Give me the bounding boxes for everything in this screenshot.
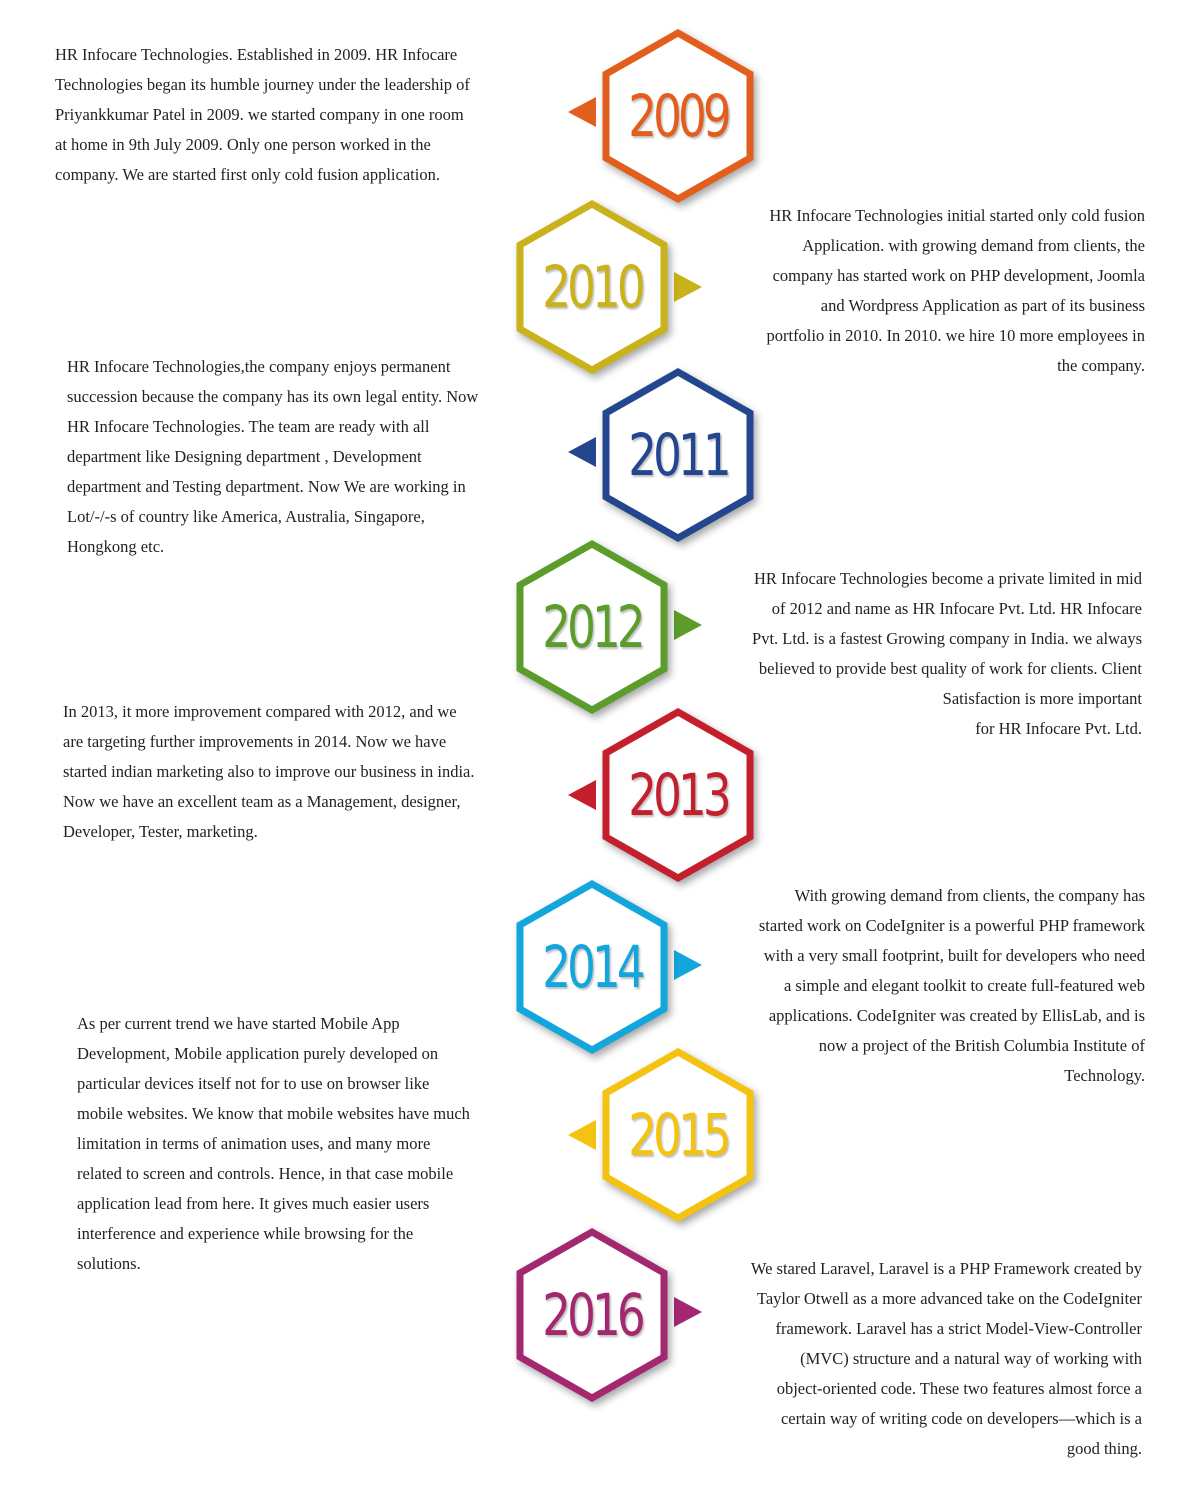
year-label-2012: 2012 [542, 593, 642, 661]
hex-badge-2015 [598, 1047, 758, 1223]
hex-badge-2016 [512, 1227, 672, 1403]
pointer-right-2014 [674, 950, 702, 980]
hex-badge-2010 [512, 199, 672, 375]
timeline-text-2009: HR Infocare Technologies. Established in 2009. HR Infocare Technologies began its humble journey under the leadership of Priyankkumar Patel in 2009. we started company in one room at home in 9th July 2009. Only one person worked in the company. We are started first only cold fusion application. [55, 45, 470, 184]
timeline-text-2013: In 2013, it more improvement compared with 2012, and we are targeting further improvements in 2014. Now we have started indian marketing also to improve our business in india. Now we have an excellent team as a Management, designer, Developer, Tester, marketing. [63, 702, 475, 841]
year-label-2014: 2014 [542, 933, 642, 1001]
pointer-left-2015 [568, 1120, 596, 1150]
pointer-left-2011 [568, 437, 596, 467]
timeline-text-2011: HR Infocare Technologies,the company enjoys permanent succession because the company has its own legal entity. Now HR Infocare Technologies. The team are ready with all department like Designing department , Development department and Testing department. Now We are working in Lot/-/-s of country like America, Australia, Singapore, Hongkong etc. [67, 357, 479, 556]
year-label-2015: 2015 [628, 1101, 728, 1169]
year-label-2013: 2013 [628, 761, 728, 829]
pointer-right-2010 [674, 272, 702, 302]
timeline-text-2010: HR Infocare Technologies initial started only cold fusion Application. with growing demand from clients, the company has started work on PHP development, Joomla and Wordpress Application as part of its business portfolio in 2010. In 2010. we hire 10 more employees in the company. [766, 206, 1145, 375]
pointer-right-2012 [674, 610, 702, 640]
hex-badge-2013 [598, 707, 758, 883]
year-label-2009: 2009 [628, 82, 728, 150]
pointer-left-2013 [568, 780, 596, 810]
timeline-text-2015: As per current trend we have started Mobile App Development, Mobile application purely developed on particular devices itself not for to use on browser like mobile websites. We know that mobile websites have much limitation in terms of animation uses, and many more related to screen and controls. Hence, in that case mobile application lead from here. It gives much easier users interference and experience while browsing for the solutions. [77, 1014, 470, 1273]
timeline-text-2012: HR Infocare Technologies become a private limited in mid of 2012 and name as HR Infocare Pvt. Ltd. HR Infocare Pvt. Ltd. is a fastest Growing company in India. we always believed to provide best quality of work for clients. Client Satisfaction is more important for HR Infocare Pvt. Ltd. [752, 569, 1142, 738]
year-label-2010: 2010 [542, 253, 642, 321]
pointer-left-2009 [568, 97, 596, 127]
timeline-text-2016: We stared Laravel, Laravel is a PHP Framework created by Taylor Otwell as a more advanced take on the CodeIgniter framework. Laravel has a strict Model-View-Controller (MVC) structure and a natural way of working with object-oriented code. These two features almost force a certain way of writing code on developers—which is a good thing. [750, 1259, 1142, 1458]
year-label-2011: 2011 [628, 421, 728, 489]
hex-badge-2011 [598, 367, 758, 543]
timeline-text-2014: With growing demand from clients, the company has started work on CodeIgniter is a powerful PHP framework with a very small footprint, built for developers who need a simple and elegant toolkit to create full-featured web applications. CodeIgniter was created by EllisLab, and is now a project of the British Columbia Institute of Technology. [758, 886, 1145, 1085]
pointer-right-2016 [674, 1297, 702, 1327]
hex-badge-2009 [598, 28, 758, 204]
year-label-2016: 2016 [542, 1281, 642, 1349]
hex-badge-2012 [512, 539, 672, 715]
